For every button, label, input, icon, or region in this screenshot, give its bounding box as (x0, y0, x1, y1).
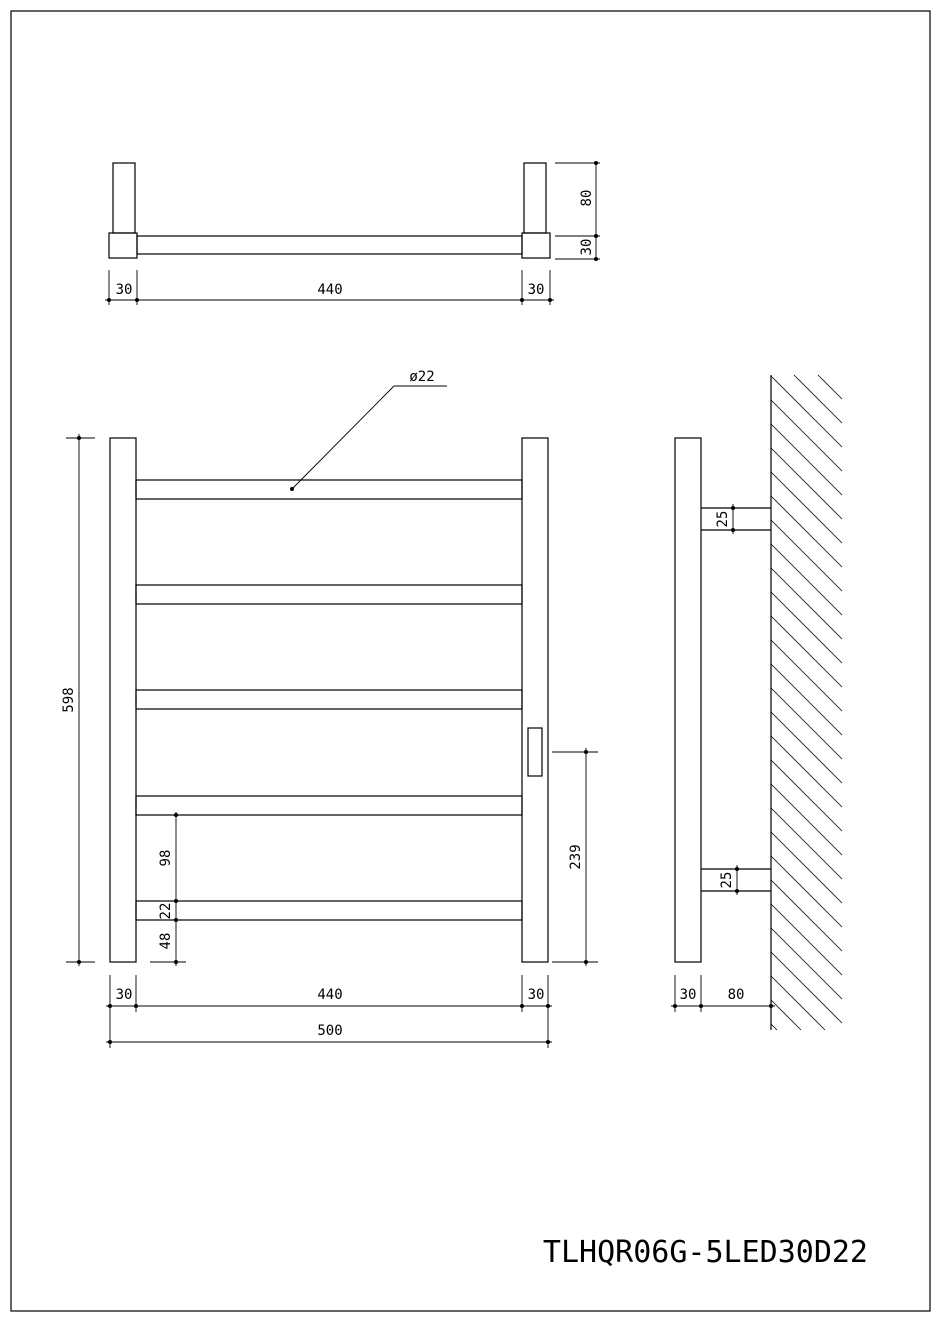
dim-tick (174, 813, 178, 817)
dim-tick (584, 960, 588, 964)
dim-tick (735, 889, 739, 893)
led-switch (528, 728, 542, 776)
hatch-line (771, 616, 842, 687)
hatch-line (771, 520, 842, 591)
hatch-line (794, 375, 842, 423)
hatch-line (771, 448, 842, 519)
front-bar-1 (136, 480, 522, 499)
dim-tick (134, 1004, 138, 1008)
dim-side-25-upper: 25 (715, 510, 731, 528)
hatch-line (771, 568, 842, 639)
dim-tick (594, 234, 598, 238)
dim-tick (699, 1004, 703, 1008)
dim-tick (594, 161, 598, 165)
dim-tick (731, 528, 735, 532)
hatch-line (771, 808, 842, 879)
dim-top-440: 440 (317, 282, 343, 298)
side-post (675, 438, 701, 962)
dim-tick (594, 257, 598, 261)
dim-side-80: 80 (727, 987, 745, 1003)
dim-tick (673, 1004, 677, 1008)
hatch-line (771, 592, 842, 663)
front-bar-2 (136, 585, 522, 604)
hatch-line (771, 472, 842, 543)
hatch-line (771, 664, 842, 735)
hatch-line (771, 784, 842, 855)
dim-front-440: 440 (317, 987, 343, 1003)
dim-tick (174, 960, 178, 964)
dim-tick (731, 506, 735, 510)
dim-top-30: 30 (579, 238, 595, 256)
dim-tick (548, 298, 552, 302)
hatch-line (771, 1000, 801, 1030)
dim-tick (520, 298, 524, 302)
hatch-line (771, 376, 842, 447)
dim-48: 48 (158, 932, 174, 950)
hatch-line (771, 496, 842, 567)
hatch-line (771, 424, 842, 495)
dim-tick (546, 1040, 550, 1044)
hatch-line (771, 640, 842, 711)
model-title: TLHQR06G-5LED30D22 (542, 1235, 868, 1270)
dim-tick (107, 298, 111, 302)
diameter-label: ø22 (409, 369, 435, 385)
dim-239: 239 (568, 844, 584, 870)
dim-500: 500 (317, 1023, 343, 1039)
top-bar (137, 236, 522, 254)
top-left-post (113, 163, 135, 233)
dim-tick (77, 960, 81, 964)
front-bar-5 (136, 901, 522, 920)
dim-side-25-lower: 25 (719, 871, 735, 889)
hatch-line (771, 952, 842, 1023)
dim-front-right-30: 30 (527, 987, 545, 1003)
dim-top-left-30: 30 (115, 282, 133, 298)
front-bar-3 (136, 690, 522, 709)
wall-hatch (771, 375, 842, 1030)
side-view (671, 375, 842, 1030)
dim-tick (135, 298, 139, 302)
hatch-line (771, 904, 842, 975)
dim-top-80: 80 (579, 189, 595, 207)
dim-tick (174, 918, 178, 922)
hatch-line (771, 544, 842, 615)
diameter-leader (292, 386, 394, 489)
dim-tick (108, 1040, 112, 1044)
dim-598: 598 (61, 687, 77, 713)
dim-top-right-30: 30 (527, 282, 545, 298)
dim-tick (584, 750, 588, 754)
top-left-post-base (109, 233, 137, 258)
front-right-post (522, 438, 548, 962)
hatch-line (771, 1024, 777, 1030)
front-view (61, 369, 598, 1048)
hatch-line (771, 928, 842, 999)
top-right-post (524, 163, 546, 233)
hatch-line (771, 760, 842, 831)
dim-front-left-30: 30 (115, 987, 133, 1003)
hatch-line (771, 688, 842, 759)
front-bar-4 (136, 796, 522, 815)
hatch-line (771, 712, 842, 783)
dim-side-30: 30 (679, 987, 697, 1003)
hatch-line (771, 832, 842, 903)
leader-dot (290, 487, 294, 491)
hatch-line (771, 400, 842, 471)
top-view (105, 161, 600, 305)
front-left-post (110, 438, 136, 962)
dim-tick (108, 1004, 112, 1008)
hatch-line (771, 856, 842, 927)
hatch-line (771, 976, 825, 1030)
top-right-post-base (522, 233, 550, 258)
dim-tick (769, 1004, 773, 1008)
dim-22: 22 (158, 902, 174, 920)
dim-tick (174, 899, 178, 903)
hatch-line (818, 375, 842, 399)
dim-98: 98 (158, 849, 174, 867)
dim-tick (520, 1004, 524, 1008)
hatch-line (771, 880, 842, 951)
hatch-line (771, 736, 842, 807)
dim-tick (735, 867, 739, 871)
dim-tick (77, 436, 81, 440)
dim-tick (546, 1004, 550, 1008)
